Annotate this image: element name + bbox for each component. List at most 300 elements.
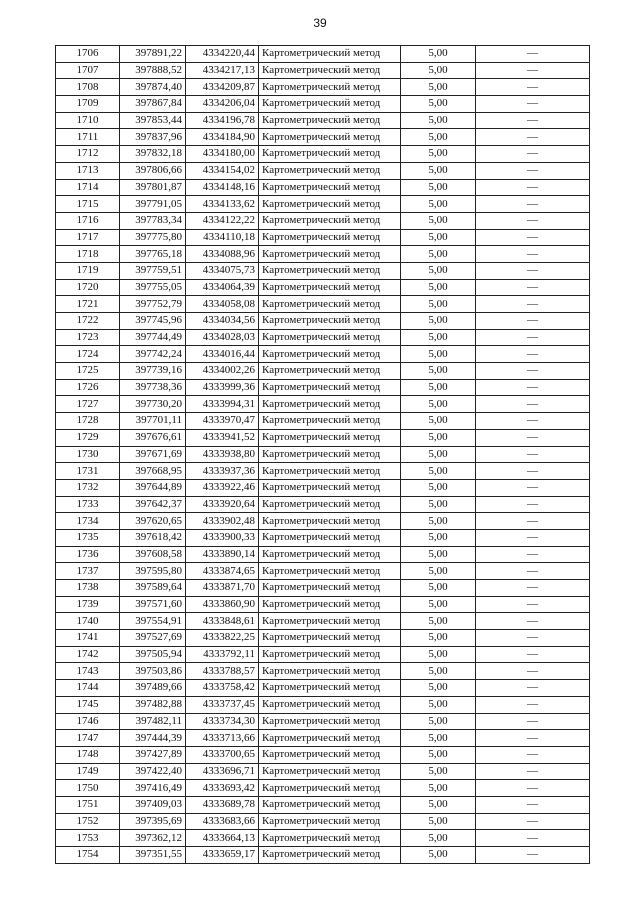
y-coordinate-cell: 4334180,00 [186, 146, 259, 163]
method-cell: Картометрический метод [259, 46, 401, 63]
method-cell: Картометрический метод [259, 596, 401, 613]
x-coordinate-cell: 397608,58 [120, 546, 186, 563]
note-cell: — [476, 813, 590, 830]
y-coordinate-cell: 4333737,45 [186, 696, 259, 713]
y-coordinate-cell: 4333871,70 [186, 580, 259, 597]
y-coordinate-cell: 4334110,18 [186, 229, 259, 246]
table-row [56, 379, 590, 396]
method-cell: Картометрический метод [259, 146, 401, 163]
point-number-cell: 1741 [56, 630, 120, 647]
table-row [56, 413, 590, 430]
point-number-cell: 1737 [56, 563, 120, 580]
x-coordinate-cell: 397744,49 [120, 329, 186, 346]
table-row [56, 513, 590, 530]
x-coordinate-cell: 397832,18 [120, 146, 186, 163]
x-coordinate-cell: 397416,49 [120, 780, 186, 797]
x-coordinate-cell: 397671,69 [120, 446, 186, 463]
table-row [56, 79, 590, 96]
x-coordinate-cell: 397618,42 [120, 529, 186, 546]
point-number-cell: 1738 [56, 580, 120, 597]
accuracy-cell: 5,00 [401, 696, 476, 713]
table-row [56, 546, 590, 563]
method-cell: Картометрический метод [259, 847, 401, 864]
point-number-cell: 1746 [56, 713, 120, 730]
y-coordinate-cell: 4333937,36 [186, 463, 259, 480]
method-cell: Картометрический метод [259, 246, 401, 263]
y-coordinate-cell: 4334002,26 [186, 363, 259, 380]
note-cell: — [476, 563, 590, 580]
accuracy-cell: 5,00 [401, 96, 476, 113]
x-coordinate-cell: 397801,87 [120, 179, 186, 196]
method-cell: Картометрический метод [259, 62, 401, 79]
note-cell: — [476, 529, 590, 546]
note-cell: — [476, 496, 590, 513]
note-cell: — [476, 763, 590, 780]
note-cell: — [476, 830, 590, 847]
table-row [56, 596, 590, 613]
note-cell: — [476, 446, 590, 463]
accuracy-cell: 5,00 [401, 613, 476, 630]
y-coordinate-cell: 4334075,73 [186, 262, 259, 279]
note-cell: — [476, 696, 590, 713]
note-cell: — [476, 413, 590, 430]
point-number-cell: 1709 [56, 96, 120, 113]
point-number-cell: 1754 [56, 847, 120, 864]
y-coordinate-cell: 4334088,96 [186, 246, 259, 263]
accuracy-cell: 5,00 [401, 813, 476, 830]
table-row [56, 696, 590, 713]
x-coordinate-cell: 397775,80 [120, 229, 186, 246]
point-number-cell: 1708 [56, 79, 120, 96]
note-cell: — [476, 146, 590, 163]
point-number-cell: 1753 [56, 830, 120, 847]
x-coordinate-cell: 397888,52 [120, 62, 186, 79]
method-cell: Картометрический метод [259, 780, 401, 797]
method-cell: Картометрический метод [259, 796, 401, 813]
y-coordinate-cell: 4334058,08 [186, 296, 259, 313]
y-coordinate-cell: 4334209,87 [186, 79, 259, 96]
x-coordinate-cell: 397554,91 [120, 613, 186, 630]
table-row [56, 446, 590, 463]
table-row [56, 580, 590, 597]
y-coordinate-cell: 4333659,17 [186, 847, 259, 864]
page-number: 39 [313, 16, 327, 30]
point-number-cell: 1736 [56, 546, 120, 563]
table-row [56, 46, 590, 63]
accuracy-cell: 5,00 [401, 546, 476, 563]
table-row [56, 146, 590, 163]
accuracy-cell: 5,00 [401, 630, 476, 647]
point-number-cell: 1740 [56, 613, 120, 630]
method-cell: Картометрический метод [259, 413, 401, 430]
note-cell: — [476, 396, 590, 413]
point-number-cell: 1718 [56, 246, 120, 263]
y-coordinate-cell: 4333689,78 [186, 796, 259, 813]
table-row [56, 246, 590, 263]
note-cell: — [476, 546, 590, 563]
y-coordinate-cell: 4333693,42 [186, 780, 259, 797]
point-number-cell: 1713 [56, 162, 120, 179]
table-row [56, 847, 590, 864]
accuracy-cell: 5,00 [401, 296, 476, 313]
note-cell: — [476, 62, 590, 79]
method-cell: Картометрический метод [259, 479, 401, 496]
method-cell: Картометрический метод [259, 730, 401, 747]
y-coordinate-cell: 4333999,36 [186, 379, 259, 396]
x-coordinate-cell: 397701,11 [120, 413, 186, 430]
table-row [56, 630, 590, 647]
y-coordinate-cell: 4333734,30 [186, 713, 259, 730]
y-coordinate-cell: 4334133,62 [186, 196, 259, 213]
accuracy-cell: 5,00 [401, 596, 476, 613]
table-row [56, 329, 590, 346]
table-row [56, 62, 590, 79]
x-coordinate-cell: 397765,18 [120, 246, 186, 263]
x-coordinate-cell: 397571,60 [120, 596, 186, 613]
x-coordinate-cell: 397505,94 [120, 646, 186, 663]
note-cell: — [476, 429, 590, 446]
x-coordinate-cell: 397668,95 [120, 463, 186, 480]
method-cell: Картометрический метод [259, 329, 401, 346]
accuracy-cell: 5,00 [401, 262, 476, 279]
x-coordinate-cell: 397595,80 [120, 563, 186, 580]
accuracy-cell: 5,00 [401, 229, 476, 246]
note-cell: — [476, 112, 590, 129]
method-cell: Картометрический метод [259, 212, 401, 229]
x-coordinate-cell: 397362,12 [120, 830, 186, 847]
accuracy-cell: 5,00 [401, 62, 476, 79]
accuracy-cell: 5,00 [401, 713, 476, 730]
point-number-cell: 1720 [56, 279, 120, 296]
table-row [56, 780, 590, 797]
y-coordinate-cell: 4333890,14 [186, 546, 259, 563]
y-coordinate-cell: 4333900,33 [186, 529, 259, 546]
note-cell: — [476, 780, 590, 797]
note-cell: — [476, 162, 590, 179]
note-cell: — [476, 279, 590, 296]
note-cell: — [476, 479, 590, 496]
note-cell: — [476, 713, 590, 730]
y-coordinate-cell: 4334217,13 [186, 62, 259, 79]
point-number-cell: 1716 [56, 212, 120, 229]
note-cell: — [476, 79, 590, 96]
point-number-cell: 1749 [56, 763, 120, 780]
point-number-cell: 1724 [56, 346, 120, 363]
y-coordinate-cell: 4333922,46 [186, 479, 259, 496]
table-row [56, 463, 590, 480]
point-number-cell: 1725 [56, 363, 120, 380]
note-cell: — [476, 730, 590, 747]
table-row [56, 496, 590, 513]
y-coordinate-cell: 4334034,56 [186, 313, 259, 330]
x-coordinate-cell: 397489,66 [120, 680, 186, 697]
method-cell: Картометрический метод [259, 346, 401, 363]
table-row [56, 396, 590, 413]
x-coordinate-cell: 397783,34 [120, 212, 186, 229]
point-number-cell: 1739 [56, 596, 120, 613]
method-cell: Картометрический метод [259, 396, 401, 413]
table-row [56, 346, 590, 363]
note-cell: — [476, 580, 590, 597]
point-number-cell: 1723 [56, 329, 120, 346]
table-row [56, 363, 590, 380]
method-cell: Картометрический метод [259, 680, 401, 697]
method-cell: Картометрический метод [259, 763, 401, 780]
note-cell: — [476, 513, 590, 530]
accuracy-cell: 5,00 [401, 663, 476, 680]
method-cell: Картометрический метод [259, 112, 401, 129]
point-number-cell: 1721 [56, 296, 120, 313]
x-coordinate-cell: 397482,88 [120, 696, 186, 713]
method-cell: Картометрический метод [259, 663, 401, 680]
y-coordinate-cell: 4334220,44 [186, 46, 259, 63]
table-row [56, 96, 590, 113]
table-row [56, 262, 590, 279]
point-number-cell: 1747 [56, 730, 120, 747]
point-number-cell: 1734 [56, 513, 120, 530]
method-cell: Картометрический метод [259, 563, 401, 580]
method-cell: Картометрический метод [259, 229, 401, 246]
point-number-cell: 1745 [56, 696, 120, 713]
point-number-cell: 1742 [56, 646, 120, 663]
accuracy-cell: 5,00 [401, 112, 476, 129]
note-cell: — [476, 229, 590, 246]
method-cell: Картометрический метод [259, 529, 401, 546]
point-number-cell: 1714 [56, 179, 120, 196]
y-coordinate-cell: 4333758,42 [186, 680, 259, 697]
note-cell: — [476, 262, 590, 279]
method-cell: Картометрический метод [259, 713, 401, 730]
accuracy-cell: 5,00 [401, 730, 476, 747]
note-cell: — [476, 46, 590, 63]
table-row [56, 429, 590, 446]
y-coordinate-cell: 4333941,52 [186, 429, 259, 446]
table-row [56, 813, 590, 830]
table-row [56, 663, 590, 680]
y-coordinate-cell: 4334016,44 [186, 346, 259, 363]
point-number-cell: 1732 [56, 479, 120, 496]
note-cell: — [476, 596, 590, 613]
accuracy-cell: 5,00 [401, 529, 476, 546]
y-coordinate-cell: 4334154,02 [186, 162, 259, 179]
table-row [56, 796, 590, 813]
x-coordinate-cell: 397395,69 [120, 813, 186, 830]
table-row [56, 279, 590, 296]
point-number-cell: 1726 [56, 379, 120, 396]
note-cell: — [476, 179, 590, 196]
method-cell: Картометрический метод [259, 129, 401, 146]
accuracy-cell: 5,00 [401, 580, 476, 597]
accuracy-cell: 5,00 [401, 179, 476, 196]
accuracy-cell: 5,00 [401, 796, 476, 813]
table-row [56, 162, 590, 179]
y-coordinate-cell: 4333860,90 [186, 596, 259, 613]
x-coordinate-cell: 397837,96 [120, 129, 186, 146]
y-coordinate-cell: 4334122,22 [186, 212, 259, 229]
point-number-cell: 1744 [56, 680, 120, 697]
note-cell: — [476, 379, 590, 396]
x-coordinate-cell: 397853,44 [120, 112, 186, 129]
table-row [56, 529, 590, 546]
y-coordinate-cell: 4333970,47 [186, 413, 259, 430]
method-cell: Картометрический метод [259, 262, 401, 279]
table-row [56, 479, 590, 496]
y-coordinate-cell: 4333664,13 [186, 830, 259, 847]
y-coordinate-cell: 4333788,57 [186, 663, 259, 680]
table-row [56, 730, 590, 747]
point-number-cell: 1752 [56, 813, 120, 830]
x-coordinate-cell: 397676,61 [120, 429, 186, 446]
x-coordinate-cell: 397791,05 [120, 196, 186, 213]
table-row [56, 212, 590, 229]
x-coordinate-cell: 397759,51 [120, 262, 186, 279]
y-coordinate-cell: 4334196,78 [186, 112, 259, 129]
method-cell: Картометрический метод [259, 613, 401, 630]
coordinates-table-body [56, 46, 590, 864]
accuracy-cell: 5,00 [401, 129, 476, 146]
method-cell: Картометрический метод [259, 162, 401, 179]
method-cell: Картометрический метод [259, 79, 401, 96]
y-coordinate-cell: 4334184,90 [186, 129, 259, 146]
y-coordinate-cell: 4333874,65 [186, 563, 259, 580]
x-coordinate-cell: 397422,40 [120, 763, 186, 780]
accuracy-cell: 5,00 [401, 212, 476, 229]
table-row [56, 646, 590, 663]
y-coordinate-cell: 4334028,03 [186, 329, 259, 346]
x-coordinate-cell: 397409,03 [120, 796, 186, 813]
x-coordinate-cell: 397730,20 [120, 396, 186, 413]
table-row [56, 713, 590, 730]
x-coordinate-cell: 397644,89 [120, 479, 186, 496]
method-cell: Картометрический метод [259, 313, 401, 330]
accuracy-cell: 5,00 [401, 396, 476, 413]
accuracy-cell: 5,00 [401, 196, 476, 213]
point-number-cell: 1727 [56, 396, 120, 413]
x-coordinate-cell: 397891,22 [120, 46, 186, 63]
accuracy-cell: 5,00 [401, 646, 476, 663]
method-cell: Картометрический метод [259, 429, 401, 446]
point-number-cell: 1717 [56, 229, 120, 246]
note-cell: — [476, 646, 590, 663]
y-coordinate-cell: 4333848,61 [186, 613, 259, 630]
x-coordinate-cell: 397503,86 [120, 663, 186, 680]
table-row [56, 196, 590, 213]
table-row [56, 830, 590, 847]
x-coordinate-cell: 397427,89 [120, 746, 186, 763]
method-cell: Картометрический метод [259, 630, 401, 647]
method-cell: Картометрический метод [259, 296, 401, 313]
method-cell: Картометрический метод [259, 746, 401, 763]
y-coordinate-cell: 4333920,64 [186, 496, 259, 513]
note-cell: — [476, 363, 590, 380]
accuracy-cell: 5,00 [401, 763, 476, 780]
note-cell: — [476, 329, 590, 346]
accuracy-cell: 5,00 [401, 146, 476, 163]
accuracy-cell: 5,00 [401, 746, 476, 763]
method-cell: Картометрический метод [259, 363, 401, 380]
accuracy-cell: 5,00 [401, 379, 476, 396]
accuracy-cell: 5,00 [401, 680, 476, 697]
accuracy-cell: 5,00 [401, 496, 476, 513]
accuracy-cell: 5,00 [401, 246, 476, 263]
table-row [56, 313, 590, 330]
point-number-cell: 1750 [56, 780, 120, 797]
x-coordinate-cell: 397642,37 [120, 496, 186, 513]
point-number-cell: 1712 [56, 146, 120, 163]
note-cell: — [476, 246, 590, 263]
note-cell: — [476, 346, 590, 363]
y-coordinate-cell: 4333938,80 [186, 446, 259, 463]
point-number-cell: 1706 [56, 46, 120, 63]
note-cell: — [476, 313, 590, 330]
table-row [56, 129, 590, 146]
method-cell: Картометрический метод [259, 696, 401, 713]
accuracy-cell: 5,00 [401, 463, 476, 480]
accuracy-cell: 5,00 [401, 346, 476, 363]
method-cell: Картометрический метод [259, 513, 401, 530]
note-cell: — [476, 746, 590, 763]
y-coordinate-cell: 4334206,04 [186, 96, 259, 113]
accuracy-cell: 5,00 [401, 563, 476, 580]
point-number-cell: 1722 [56, 313, 120, 330]
x-coordinate-cell: 397806,66 [120, 162, 186, 179]
accuracy-cell: 5,00 [401, 479, 476, 496]
point-number-cell: 1748 [56, 746, 120, 763]
accuracy-cell: 5,00 [401, 46, 476, 63]
method-cell: Картометрический метод [259, 463, 401, 480]
method-cell: Картометрический метод [259, 196, 401, 213]
x-coordinate-cell: 397867,84 [120, 96, 186, 113]
x-coordinate-cell: 397755,05 [120, 279, 186, 296]
note-cell: — [476, 212, 590, 229]
y-coordinate-cell: 4334148,16 [186, 179, 259, 196]
x-coordinate-cell: 397527,69 [120, 630, 186, 647]
method-cell: Картометрический метод [259, 379, 401, 396]
note-cell: — [476, 663, 590, 680]
x-coordinate-cell: 397620,65 [120, 513, 186, 530]
method-cell: Картометрический метод [259, 446, 401, 463]
accuracy-cell: 5,00 [401, 429, 476, 446]
x-coordinate-cell: 397752,79 [120, 296, 186, 313]
note-cell: — [476, 196, 590, 213]
accuracy-cell: 5,00 [401, 279, 476, 296]
y-coordinate-cell: 4333822,25 [186, 630, 259, 647]
point-number-cell: 1751 [56, 796, 120, 813]
accuracy-cell: 5,00 [401, 513, 476, 530]
note-cell: — [476, 847, 590, 864]
table-row [56, 763, 590, 780]
coordinates-table [55, 45, 590, 864]
point-number-cell: 1733 [56, 496, 120, 513]
y-coordinate-cell: 4333902,48 [186, 513, 259, 530]
method-cell: Картометрический метод [259, 830, 401, 847]
accuracy-cell: 5,00 [401, 413, 476, 430]
accuracy-cell: 5,00 [401, 446, 476, 463]
point-number-cell: 1735 [56, 529, 120, 546]
x-coordinate-cell: 397742,24 [120, 346, 186, 363]
method-cell: Картометрический метод [259, 813, 401, 830]
point-number-cell: 1710 [56, 112, 120, 129]
x-coordinate-cell: 397482,11 [120, 713, 186, 730]
x-coordinate-cell: 397738,36 [120, 379, 186, 396]
method-cell: Картометрический метод [259, 546, 401, 563]
table-row [56, 229, 590, 246]
table-row [56, 563, 590, 580]
note-cell: — [476, 96, 590, 113]
note-cell: — [476, 613, 590, 630]
note-cell: — [476, 680, 590, 697]
table-row [56, 613, 590, 630]
